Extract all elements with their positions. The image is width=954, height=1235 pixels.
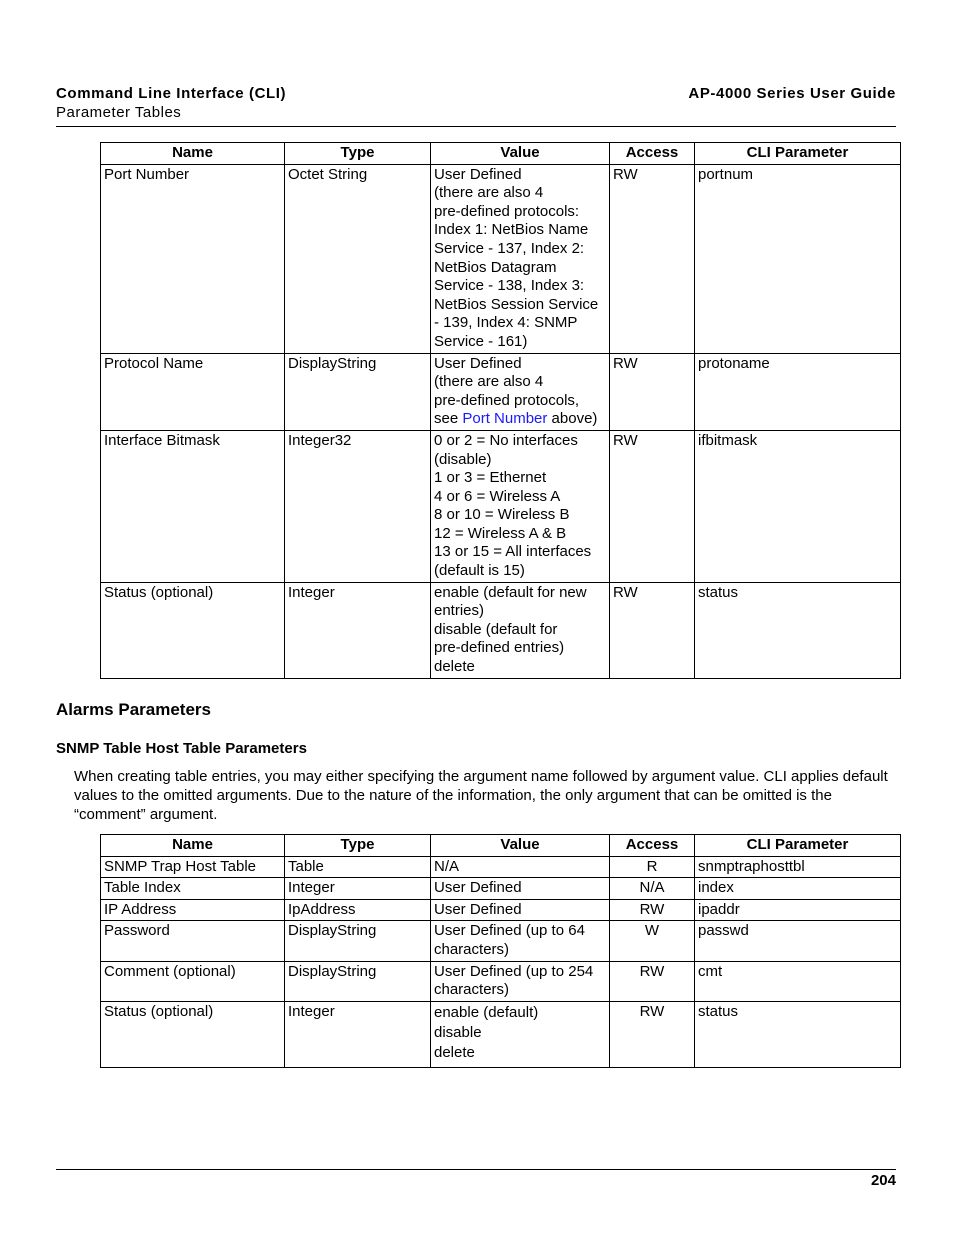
column-header-type: Type (285, 143, 431, 165)
cell-name: IP Address (101, 899, 285, 921)
page-number: 204 (870, 1172, 896, 1189)
table-header-row (101, 835, 901, 857)
column-header-access: Access (610, 143, 695, 165)
column-header-value: Value (431, 143, 610, 165)
cell-name: Password (101, 921, 285, 961)
cell-access: RW (610, 1001, 695, 1067)
cell-value (431, 430, 610, 582)
cell-cli-parameter: passwd (695, 921, 901, 961)
cell-name: Protocol Name (101, 353, 285, 430)
table-row (101, 582, 901, 678)
value-line: entries) (434, 602, 485, 620)
cell-cli-parameter: snmptraphosttbl (695, 856, 901, 878)
value-line: (there are also 4 (434, 184, 544, 202)
table-row (101, 899, 901, 921)
value-line: Service - 137, Index 2: (434, 239, 585, 257)
column-header-access: Access (610, 835, 695, 857)
cell-type: Integer (285, 1001, 431, 1067)
cell-value (431, 353, 610, 430)
table-row (101, 961, 901, 1001)
cell-type: Table (285, 856, 431, 878)
value-line: Service - 138, Index 3: (434, 277, 585, 295)
value-line: pre-defined protocols, (434, 391, 580, 409)
cell-value (431, 1001, 610, 1067)
value-line: pre-defined protocols: (434, 202, 580, 220)
value-see-prefix: see (434, 410, 463, 428)
table-row (101, 856, 901, 878)
cell-access: RW (610, 430, 695, 582)
cell-value (431, 921, 610, 961)
value-line: enable (default) (434, 1003, 539, 1021)
value-line: delete (434, 658, 475, 676)
cell-type: Integer (285, 878, 431, 900)
value-line: enable (default for new (434, 583, 587, 601)
cell-type: Octet String (285, 164, 431, 353)
header-divider (56, 126, 896, 127)
table-header-row (101, 143, 901, 165)
snmp-description-paragraph: When creating table entries, you may either specifying the argument name followed by argument value. CLI applies default values to the omitted arguments. Due to the nature of the information, the only argument that can be omitted is the “comment” argument. (74, 768, 888, 823)
cell-name: Status (optional) (101, 582, 285, 678)
value-line: 4 or 6 = Wireless A (434, 487, 561, 505)
value-line: delete (434, 1043, 475, 1061)
snmp-table-heading: SNMP Table Host Table Parameters (56, 740, 307, 757)
chapter-title: Command Line Interface (CLI) (56, 85, 287, 102)
column-header-type: Type (285, 835, 431, 857)
table-row (101, 878, 901, 900)
column-header-cli-parameter: CLI Parameter (695, 143, 901, 165)
value-line: disable (434, 1023, 482, 1041)
value-line: pre-defined entries) (434, 639, 565, 657)
value-line: characters) (434, 981, 510, 999)
cell-cli-parameter: status (695, 582, 901, 678)
cell-cli-parameter: ifbitmask (695, 430, 901, 582)
value-line: User Defined (434, 165, 522, 183)
value-line: 12 = Wireless A & B (434, 524, 567, 542)
value-line: N/A (434, 857, 460, 875)
value-line: - 139, Index 4: SNMP (434, 314, 578, 332)
cell-type: Integer (285, 582, 431, 678)
cell-access: N/A (610, 878, 695, 900)
cell-access: RW (610, 899, 695, 921)
value-line: User Defined (434, 879, 522, 897)
table-row (101, 1001, 901, 1067)
value-see-suffix: above) (547, 410, 598, 428)
value-line: User Defined (434, 354, 522, 372)
cell-name: SNMP Trap Host Table (101, 856, 285, 878)
cell-cli-parameter: status (695, 1001, 901, 1067)
cell-type: DisplayString (285, 961, 431, 1001)
table-row (101, 921, 901, 961)
cell-value (431, 961, 610, 1001)
guide-title: AP-4000 Series User Guide (688, 85, 896, 102)
column-header-value: Value (431, 835, 610, 857)
table-row (101, 164, 901, 353)
cell-type: DisplayString (285, 921, 431, 961)
alarms-parameters-heading: Alarms Parameters (56, 700, 211, 719)
cell-access: R (610, 856, 695, 878)
value-line: (default is 15) (434, 562, 525, 580)
value-line: Index 1: NetBios Name (434, 221, 589, 239)
cell-value (431, 856, 610, 878)
table-row (101, 430, 901, 582)
cell-cli-parameter: portnum (695, 164, 901, 353)
value-line: NetBios Session Service (434, 295, 599, 313)
cell-value (431, 899, 610, 921)
snmp-trap-host-table (100, 834, 901, 1068)
cell-type: Integer32 (285, 430, 431, 582)
cell-access: RW (610, 353, 695, 430)
parameter-table-1 (100, 142, 901, 679)
column-header-cli-parameter: CLI Parameter (695, 835, 901, 857)
section-title: Parameter Tables (56, 104, 182, 121)
cell-cli-parameter: ipaddr (695, 899, 901, 921)
cell-access: RW (610, 961, 695, 1001)
cell-name: Comment (optional) (101, 961, 285, 1001)
cell-access: RW (610, 164, 695, 353)
cell-value (431, 164, 610, 353)
value-line: User Defined (up to 64 (434, 922, 585, 940)
value-line: (disable) (434, 450, 492, 468)
cell-access: RW (610, 582, 695, 678)
cell-cli-parameter: protoname (695, 353, 901, 430)
cell-name: Interface Bitmask (101, 430, 285, 582)
value-line: User Defined (434, 900, 522, 918)
cell-value (431, 878, 610, 900)
value-line: Service - 161) (434, 332, 528, 350)
value-line: NetBios Datagram (434, 258, 557, 276)
value-line: 0 or 2 = No interfaces (434, 431, 578, 449)
value-line: 13 or 15 = All interfaces (434, 543, 592, 561)
value-see-line (434, 410, 606, 429)
column-header-name: Name (101, 143, 285, 165)
column-header-name: Name (101, 835, 285, 857)
cell-type: DisplayString (285, 353, 431, 430)
port-number-link[interactable]: Port Number (462, 410, 548, 428)
cell-cli-parameter: index (695, 878, 901, 900)
value-line: (there are also 4 (434, 373, 544, 391)
cell-cli-parameter: cmt (695, 961, 901, 1001)
footer-divider (56, 1169, 896, 1170)
value-line: User Defined (up to 254 (434, 962, 594, 980)
value-line: 8 or 10 = Wireless B (434, 506, 570, 524)
table-row (101, 353, 901, 430)
value-line: characters) (434, 940, 510, 958)
value-line: 1 or 3 = Ethernet (434, 469, 547, 487)
cell-value (431, 582, 610, 678)
cell-name: Port Number (101, 164, 285, 353)
value-line: disable (default for (434, 620, 558, 638)
cell-type: IpAddress (285, 899, 431, 921)
cell-access: W (610, 921, 695, 961)
cell-name: Status (optional) (101, 1001, 285, 1067)
cell-name: Table Index (101, 878, 285, 900)
